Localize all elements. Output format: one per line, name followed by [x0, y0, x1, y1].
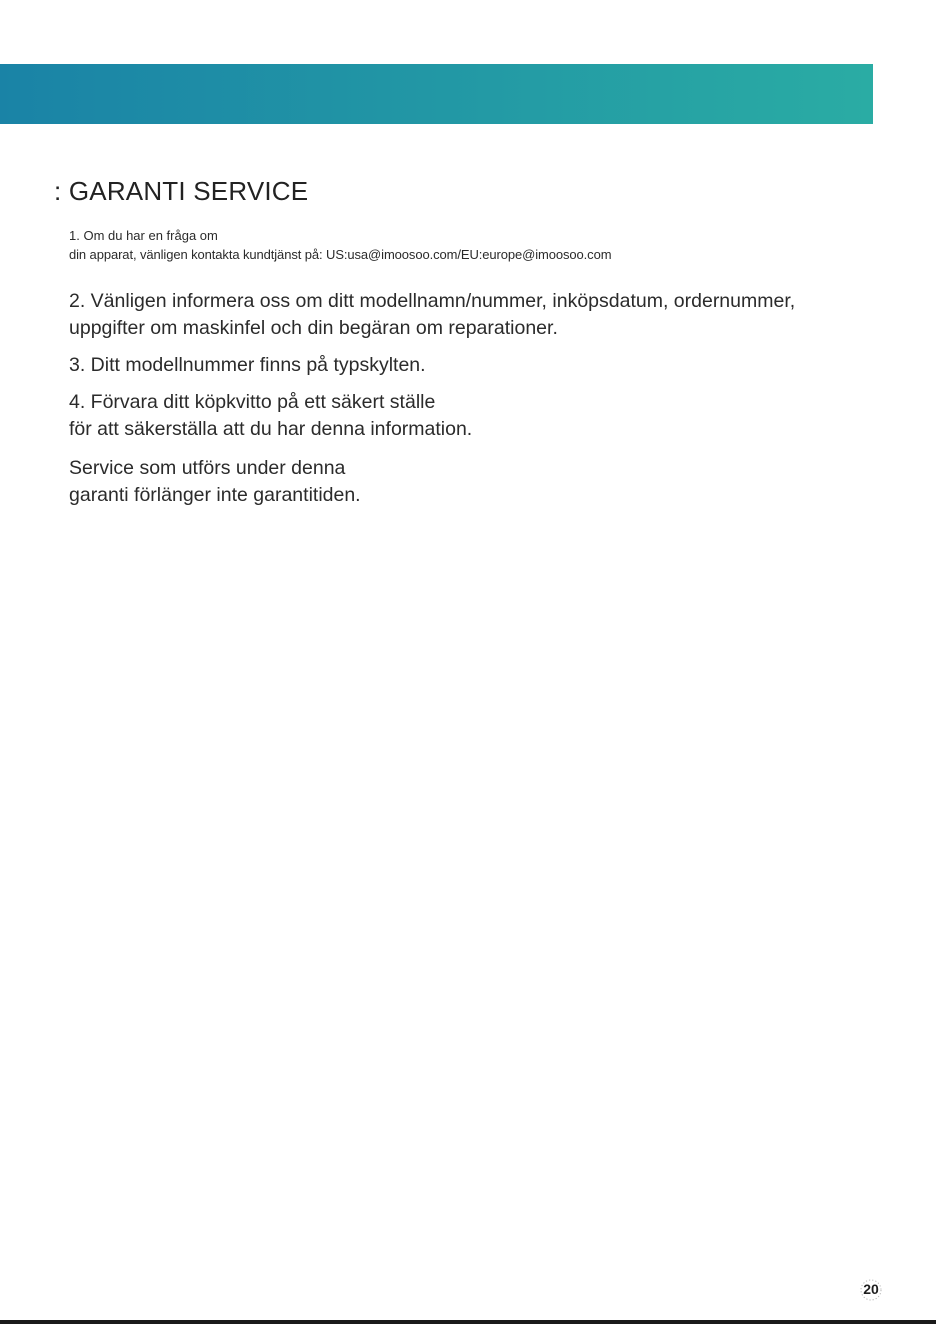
warranty-note-line-2: garanti förlänger inte garantitiden. — [69, 484, 361, 506]
section-title: : GARANTI SERVICE — [54, 176, 309, 206]
item-2-line-1: 2. Vänligen informera oss om ditt modellnamn/nummer, inköpsdatum, ordernummer, — [69, 290, 796, 312]
page-number: 20 — [863, 1281, 879, 1297]
item-2-info — [69, 288, 869, 342]
item-4-line-1: 4. Förvara ditt köpkvitto på ett säkert ställe — [69, 391, 436, 413]
bottom-rule — [0, 1320, 936, 1324]
item-3-model — [69, 352, 869, 379]
item-4-receipt — [69, 389, 869, 443]
page-number-badge — [858, 1279, 884, 1301]
item-1-line-1: 1. Om du har en fråga om — [69, 228, 218, 243]
warranty-note-line-1: Service som utförs under denna — [69, 457, 346, 479]
header-band — [0, 64, 873, 124]
item-3-line-1: 3. Ditt modellnummer finns på typskylten. — [69, 354, 426, 376]
warranty-note — [69, 455, 869, 509]
item-4-line-2: för att säkerställa att du har denna information. — [69, 418, 473, 440]
item-1-contact — [69, 226, 869, 264]
item-2-line-2: uppgifter om maskinfel och din begäran om reparationer. — [69, 317, 558, 339]
item-1-line-2: din apparat, vänligen kontakta kundtjänst på: US:usa@imoosoo.com/EU:europe@imoosoo.com — [69, 247, 612, 262]
warranty-content — [69, 226, 869, 519]
